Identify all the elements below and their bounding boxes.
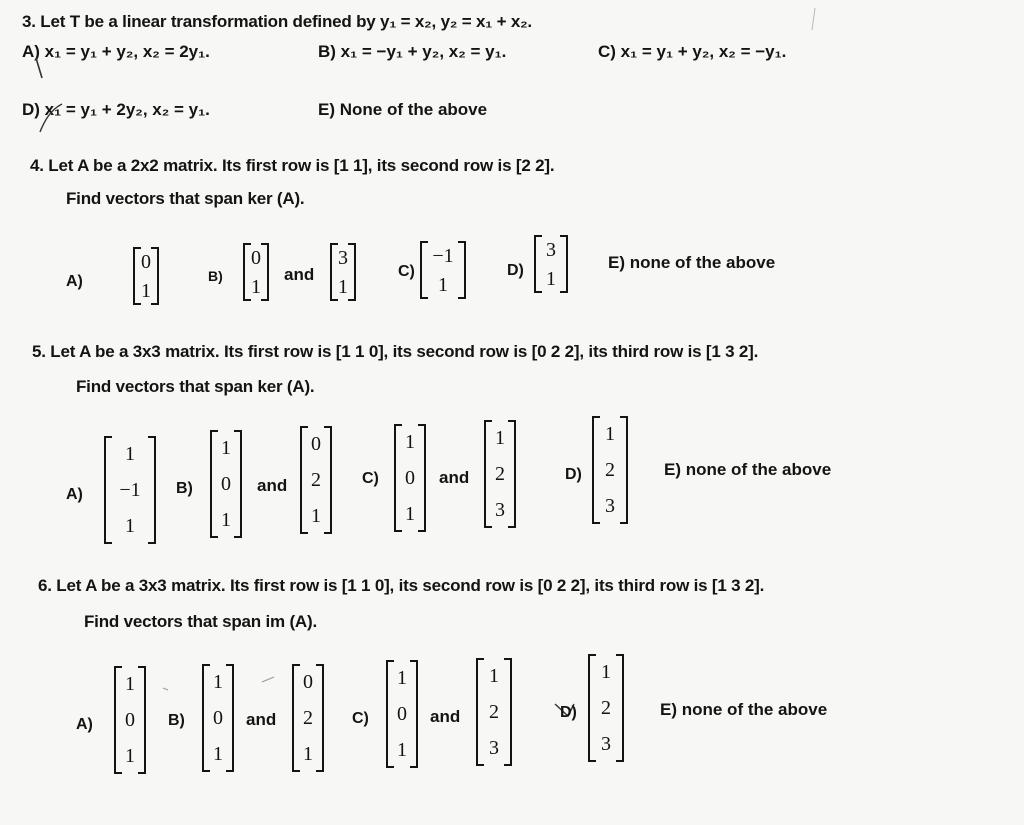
- q5-a-entry-1: 1: [125, 443, 135, 465]
- q5-vector-b2: [300, 426, 332, 534]
- q5-and-b: and: [257, 476, 288, 495]
- q4-option-e: E) none of the above: [608, 253, 776, 272]
- q6-and-b: and: [246, 710, 277, 729]
- q5-label-c: C): [362, 470, 379, 487]
- q4-d-entry-2: 1: [546, 267, 556, 290]
- q5-c1-entry-2: 0: [405, 467, 415, 489]
- q6-label-a: A): [76, 716, 93, 733]
- q4-vector-b1: [243, 243, 269, 301]
- q3-option-d: D) x₁ = y₁ + 2y₂, x₂ = y₁.: [22, 100, 210, 119]
- q5-c2-entry-3: 3: [495, 499, 505, 521]
- q5-vector-c2: [484, 420, 516, 528]
- q4-label-b: B): [208, 268, 223, 284]
- q6-vector-b1: [202, 664, 234, 772]
- q6-label-d: D): [560, 704, 577, 721]
- q6-a-entry-2: 0: [125, 709, 135, 731]
- q5-c1-entry-1: 1: [405, 431, 415, 453]
- q4-a-entry-2: 1: [141, 279, 151, 302]
- q5-c2-entry-2: 2: [495, 463, 505, 485]
- q5-option-e: E) none of the above: [664, 460, 832, 479]
- q6-label-c: C): [352, 710, 369, 727]
- q5-label-a: A): [66, 486, 83, 503]
- q6-vector-b2: [292, 664, 324, 772]
- q3-option-e: E) None of the above: [318, 100, 488, 119]
- q4-and-b: and: [284, 265, 315, 284]
- q6-vector-d: [588, 654, 624, 762]
- q5-vector-c1: [394, 424, 426, 532]
- q5-label-d: D): [565, 466, 582, 483]
- q5-b2-entry-2: 2: [311, 469, 321, 491]
- q5-b1-entry-3: 1: [221, 509, 231, 531]
- q4-label-d: D): [507, 262, 524, 279]
- q6-vector-c1: [386, 660, 418, 768]
- q6-label-b: B): [168, 712, 185, 729]
- q6-b2-entry-3: 1: [303, 743, 313, 765]
- q6-d-entry-3: 3: [601, 733, 611, 755]
- q6-c1-entry-3: 1: [397, 739, 407, 761]
- q5-b1-entry-1: 1: [221, 437, 231, 459]
- q6-d-entry-2: 2: [601, 697, 611, 719]
- q5-c2-entry-1: 1: [495, 427, 505, 449]
- q4-b2-entry-2: 1: [338, 275, 348, 298]
- q5-d-entry-2: 2: [605, 459, 615, 481]
- q6-c2-entry-1: 1: [489, 665, 499, 687]
- q4-instruction: Find vectors that span ker (A).: [66, 189, 305, 208]
- q4-b1-entry-2: 1: [251, 275, 261, 298]
- q5-c1-entry-3: 1: [405, 503, 415, 525]
- q5-b2-entry-3: 1: [311, 505, 321, 527]
- q6-c2-entry-3: 3: [489, 737, 499, 759]
- q4-vector-a: [133, 247, 159, 305]
- q5-b2-entry-1: 0: [311, 433, 321, 455]
- q4-c-entry-1: −1: [432, 244, 454, 267]
- q6-c2-entry-2: 2: [489, 701, 499, 723]
- q4-b1-entry-1: 0: [251, 246, 261, 269]
- q5-label-b: B): [176, 480, 193, 497]
- q6-vector-c2: [476, 658, 512, 766]
- q4-vector-d: [534, 235, 568, 293]
- q5-d-entry-3: 3: [605, 495, 615, 517]
- q6-c1-entry-2: 0: [397, 703, 407, 725]
- q5-and-c: and: [439, 468, 470, 487]
- q5-instruction: Find vectors that span ker (A).: [76, 377, 315, 396]
- q5-d-entry-1: 1: [605, 423, 615, 445]
- q4-a-entry-1: 0: [141, 250, 151, 273]
- q6-b2-entry-2: 2: [303, 707, 313, 729]
- q3-option-b: B) x₁ = −y₁ + y₂, x₂ = y₁.: [318, 42, 507, 61]
- q6-b1-entry-3: 1: [213, 743, 223, 765]
- q4-vector-c: [420, 241, 466, 299]
- q6-b2-entry-1: 0: [303, 671, 313, 693]
- q4-d-entry-1: 3: [546, 238, 556, 261]
- q5-a-entry-3: 1: [125, 515, 135, 537]
- q4-label-c: C): [398, 263, 415, 280]
- q6-d-entry-1: 1: [601, 661, 611, 683]
- q3-option-c: C) x₁ = y₁ + y₂, x₂ = −y₁.: [598, 42, 787, 61]
- q5-vector-a: [104, 436, 156, 544]
- q6-vector-a: [114, 666, 146, 774]
- q4-label-a: A): [66, 273, 83, 290]
- q5-stem: 5. Let A be a 3x3 matrix. Its first row is [1 1 0], its second row is [0 2 2], its third row is [1 3 2].: [32, 342, 759, 361]
- q5-a-entry-2: −1: [119, 479, 141, 501]
- q5-vector-d: [592, 416, 628, 524]
- q6-instruction: Find vectors that span im (A).: [84, 612, 317, 631]
- q6-a-entry-1: 1: [125, 673, 135, 695]
- q6-b1-entry-2: 0: [213, 707, 223, 729]
- q6-stem: 6. Let A be a 3x3 matrix. Its first row is [1 1 0], its second row is [0 2 2], its third row is [1 3 2].: [38, 576, 765, 595]
- q5-vector-b1: [210, 430, 242, 538]
- q5-b1-entry-2: 0: [221, 473, 231, 495]
- q3-stem: 3. Let T be a linear transformation defined by y₁ = x₂, y₂ = x₁ + x₂.: [22, 12, 532, 31]
- q4-b2-entry-1: 3: [338, 246, 348, 269]
- q4-c-entry-2: 1: [438, 273, 448, 296]
- q6-a-entry-3: 1: [125, 745, 135, 767]
- q6-c1-entry-1: 1: [397, 667, 407, 689]
- q3-option-a: A) x₁ = y₁ + y₂, x₂ = 2y₁.: [22, 42, 210, 61]
- q6-option-e: E) none of the above: [660, 700, 828, 719]
- q6-and-c: and: [430, 707, 461, 726]
- q6-b1-entry-1: 1: [213, 671, 223, 693]
- q4-vector-b2: [330, 243, 356, 301]
- q4-stem: 4. Let A be a 2x2 matrix. Its first row is [1 1], its second row is [2 2].: [30, 156, 555, 175]
